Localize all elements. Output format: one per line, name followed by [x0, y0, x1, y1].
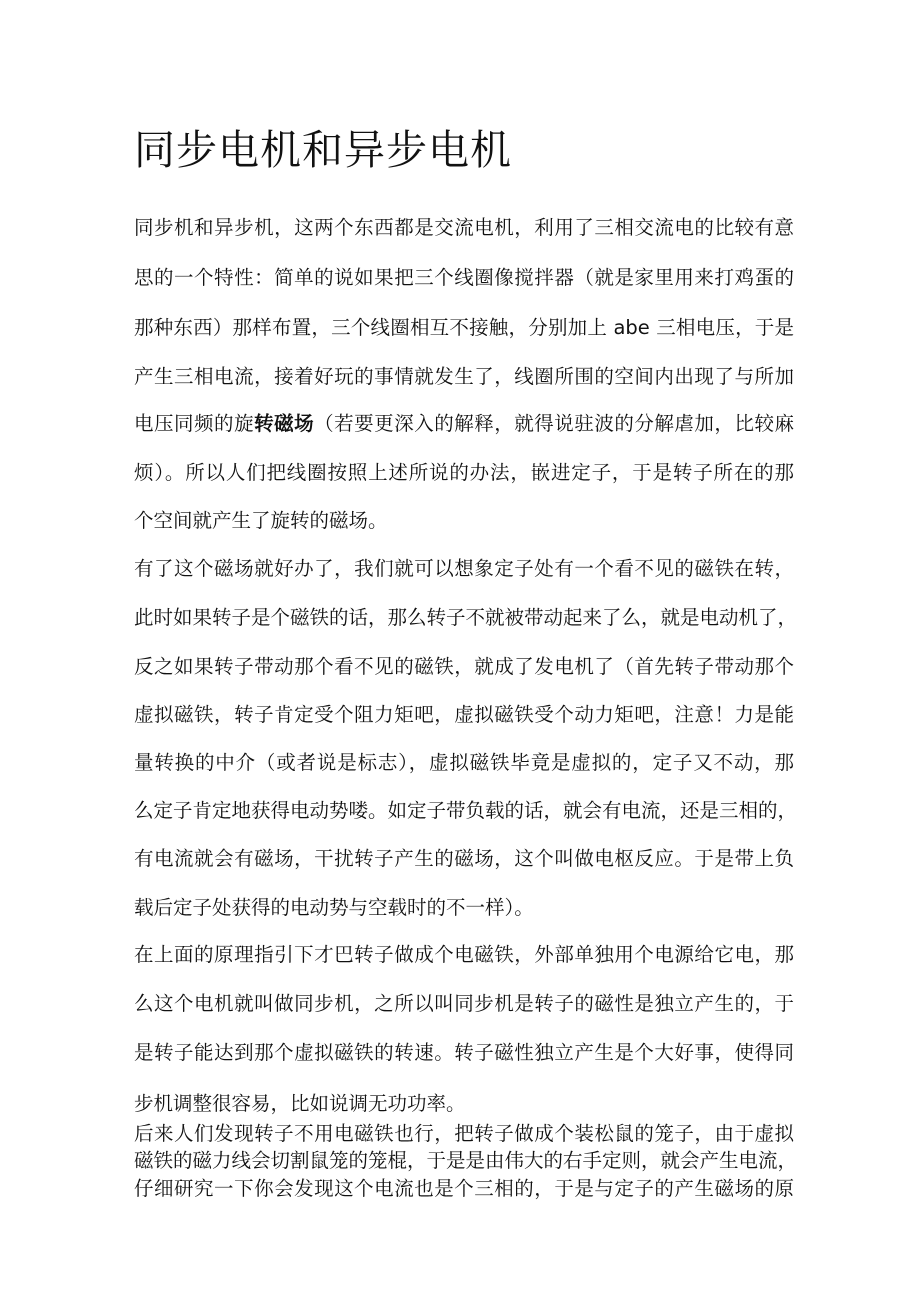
paragraph-line: 么定子肯定地获得电动势喽。如定子带负载的话，就会有电流，还是三相的，: [134, 799, 798, 822]
paragraph-line: 有了这个磁场就好办了，我们就可以想象定子处有一个看不见的磁铁在转，: [134, 557, 794, 580]
paragraph-line: 是转子能达到那个虚拟磁铁的转速。转子磁性独立产生是个大好事，使得同: [134, 1041, 794, 1064]
paragraph-line-with-bold: [134, 410, 794, 438]
paragraph-line: 产生三相电流，接着好玩的事情就发生了，线圈所围的空间内出现了与所加: [134, 365, 794, 388]
paragraph-line: 那种东西）那样布置，三个线圈相互不接触，分别加上 abe 三相电压，于是: [134, 316, 794, 339]
paragraph-line: 在上面的原理指引下才巴转子做成个电磁铁，外部单独用个电源给它电，那: [134, 943, 794, 966]
paragraph-line: 此时如果转子是个磁铁的话，那么转子不就被带动起来了么，就是电动机了，: [134, 606, 798, 629]
paragraph-line: 载后定子处获得的电动势与空载时的不一样）。: [134, 896, 534, 919]
paragraph-line: 仔细研究一下你会发现这个电流也是个三相的，于是与定子的产生磁场的原: [134, 1177, 794, 1200]
paragraph-line: 步机调整很容易，比如说调无功功率。: [134, 1092, 466, 1115]
paragraph-line: 么这个电机就叫做同步机，之所以叫同步机是转子的磁性是独立产生的，于: [134, 992, 794, 1015]
paragraph-line: 有电流就会有磁场，干扰转子产生的磁场，这个叫做电枢反应。于是带上负: [134, 847, 794, 870]
paragraph-line: 反之如果转子带动那个看不见的磁铁，就成了发电机了（首先转子带动那个: [134, 655, 794, 678]
text-segment: 电压同频的旋: [134, 412, 255, 435]
paragraph-line: 个空间就产生了旋转的磁场。: [134, 509, 388, 532]
paragraph-line: 虚拟磁铁，转子肯定受个阻力矩吧，虚拟磁铁受个动力矩吧，注意！力是能: [134, 703, 794, 726]
paragraph-line: 烦）。所以人们把线圈按照上述所说的办法，嵌进定子，于是转子所在的那: [134, 461, 794, 484]
paragraph-line: 思的一个特性：简单的说如果把三个线圈像搅拌器（就是家里用来打鸡蛋的: [134, 266, 794, 289]
paragraph-line: 磁铁的磁力线会切割鼠笼的笼棍，于是是由伟大的右手定则，就会产生电流，: [134, 1149, 798, 1172]
paragraph-line: 同步机和异步机，这两个东西都是交流电机，利用了三相交流电的比较有意: [134, 216, 794, 239]
paragraph-line: 后来人们发现转子不用电磁铁也行，把转子做成个装松鼠的笼子，由于虚拟: [134, 1122, 794, 1145]
text-segment: （若要更深入的解释，就得说驻波的分解虐加，比较麻: [314, 412, 794, 435]
paragraph-line: 量转换的中介（或者说是标志），虚拟磁铁毕竟是虚拟的，定子又不动，那: [134, 751, 794, 774]
bold-term: 转磁场: [254, 412, 315, 435]
document-title: 同步电机和异步电机: [134, 126, 512, 174]
